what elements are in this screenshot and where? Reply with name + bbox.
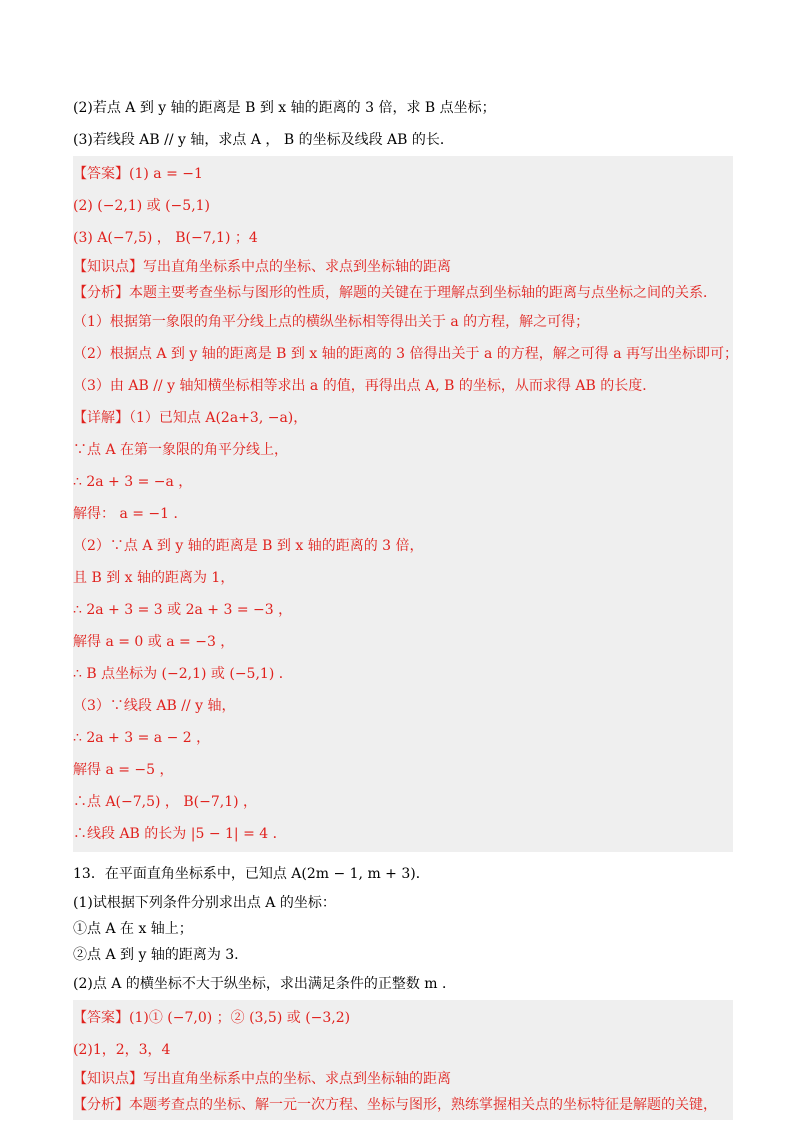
detail-step: ∴ 2a + 3 = 3 或 2a + 3 = −3 ， xyxy=(73,602,293,618)
detail-step: ∴ 2a + 3 = a − 2 ， xyxy=(73,730,211,746)
question-13-part-1a: ①点 A 在 x 轴上； xyxy=(73,921,193,937)
detail-heading: 【详解】（1）已知点 A(2a+3, −a)， xyxy=(73,410,308,426)
analysis-1: （1）根据第一象限的角平分线上点的横纵坐标相等得出关于 a 的方程，解之可得； xyxy=(73,314,590,330)
knowledge-point-13: 【知识点】写出直角坐标系中点的坐标、求点到坐标轴的距离 xyxy=(73,1071,451,1087)
question-13-part-1b: ②点 A 到 y 轴的距离为 3. xyxy=(73,947,239,963)
detail-step: （3）∵线段 AB // y 轴， xyxy=(73,698,236,714)
detail-step: ∴ B 点坐标为 (−2,1) 或 (−5,1) ． xyxy=(73,666,293,682)
answer-13-1: 【答案】(1)① (−7,0) ；② (3,5) 或 (−3,2) xyxy=(73,1010,351,1026)
question-13-part-2: (2)点 A 的横坐标不大于纵坐标，求出满足条件的正整数 m ． xyxy=(73,976,457,992)
detail-step: 且 B 到 x 轴的距离为 1， xyxy=(73,570,235,586)
detail-step: 解得 a = −5 ， xyxy=(73,762,174,778)
detail-step: ∴ 2a + 3 = −a ， xyxy=(73,474,193,490)
answer-block-prev xyxy=(73,156,739,852)
question-part-2: (2)若点 A 到 y 轴的距离是 B 到 x 轴的距离的 3 倍，求 B 点坐标； xyxy=(73,100,496,116)
analysis-13: 【分析】本题考查点的坐标、解一元一次方程、坐标与图形，熟练掌握相关点的坐标特征是解题的关键， xyxy=(73,1097,717,1113)
detail-step: 解得 a = 0 或 a = −3 ， xyxy=(73,634,235,650)
knowledge-point: 【知识点】写出直角坐标系中点的坐标、求点到坐标轴的距离 xyxy=(73,259,451,275)
detail-step: ∴点 A(−7,5) ， B(−7,1) ， xyxy=(73,794,258,810)
analysis-intro: 【分析】本题主要考查坐标与图形的性质，解题的关键在于理解点到坐标轴的距离与点坐标之间的关系． xyxy=(73,285,717,301)
detail-step: ∵点 A 在第一象限的角平分线上， xyxy=(73,442,289,458)
answer-1: 【答案】(1) a = −1 xyxy=(73,166,203,182)
question-part-3: (3)若线段 AB // y 轴，求点 A ， B 的坐标及线段 AB 的长． xyxy=(73,132,454,148)
question-13 xyxy=(73,858,733,1000)
analysis-2: （2）根据点 A 到 y 轴的距离是 B 到 x 轴的距离的 3 倍得出关于 a 的方程，解之可得 a 再写出坐标即可； xyxy=(73,346,739,362)
answer-2: (2) (−2,1) 或 (−5,1) xyxy=(73,198,211,214)
detail-step: （2）∵点 A 到 y 轴的距离是 B 到 x 轴的距离的 3 倍， xyxy=(73,538,424,554)
detail-step: ∴线段 AB 的长为 |5 − 1| = 4 ． xyxy=(73,826,287,842)
answer-block-13 xyxy=(73,1000,733,1120)
analysis-3: （3）由 AB // y 轴知横坐标相等求出 a 的值，再得出点 A, B 的坐标，从而求得 AB 的长度． xyxy=(73,378,657,394)
document-page xyxy=(73,92,739,1120)
question-13-stem: 13．在平面直角坐标系中，已知点 A(2m − 1, m + 3)． xyxy=(73,866,430,882)
answer-3: (3) A(−7,5) ， B(−7,1) ；4 xyxy=(73,230,258,246)
detail-step: 解得： a = −1 ． xyxy=(73,506,188,522)
answer-13-2: (2)1，2，3，4 xyxy=(73,1042,171,1058)
question-13-part-1: (1)试根据下列条件分别求出点 A 的坐标： xyxy=(73,895,336,911)
